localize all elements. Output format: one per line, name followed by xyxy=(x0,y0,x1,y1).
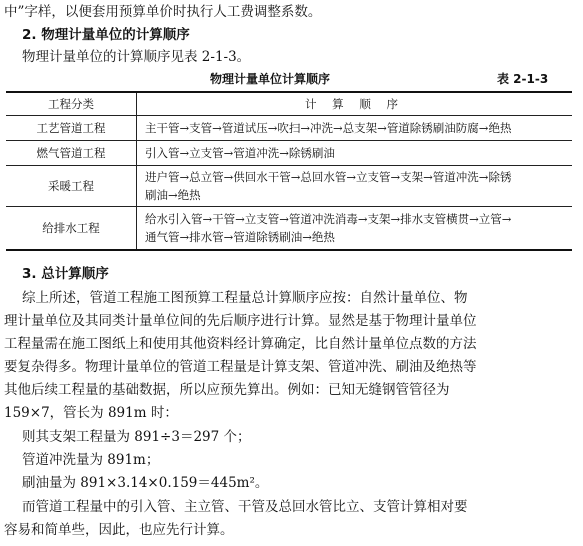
section-2-heading: 2. 物理计量单位的计算顺序 xyxy=(22,27,190,43)
sequence-line: 主干管→支管→管道试压→吹扫→冲洗→总支架→管道除锈刷油防腐→绝热 xyxy=(145,121,512,135)
table-reference-line: 物理计量单位的计算顺序见表 2-1-3。 xyxy=(22,49,251,65)
row-category: 给排水工程 xyxy=(6,207,137,251)
row-sequence xyxy=(137,166,573,207)
header-sequence: 计 算 顺 序 xyxy=(137,92,573,116)
sequence-line: 引入管→立支管→管道冲洗→除锈刷油 xyxy=(145,146,335,160)
sequence-line: 进户管→总立管→供回水干管→总回水管→立支管→支架→管道冲洗→除锈 xyxy=(145,170,512,184)
calc-support: 则其支架工程量为 891÷3＝297 个； xyxy=(22,429,251,445)
body-line: 理计量单位及其同类计量单位间的先后顺序进行计算。显然是基于物理计量单位 xyxy=(4,313,477,329)
table-header-row xyxy=(6,92,572,116)
table-row xyxy=(6,116,572,141)
body-line: 工程量需在施工图纸上和使用其他资料经计算确定，比自然计量单位点数的方法 xyxy=(4,336,477,352)
closing-line: 而管道工程量中的引入管、主立管、干管及总回水管比立、支管计算相对要 xyxy=(22,499,468,515)
table-row xyxy=(6,207,572,251)
row-sequence xyxy=(137,116,573,141)
table-title: 物理计量单位计算顺序 xyxy=(210,72,331,86)
header-category: 工程分类 xyxy=(6,92,137,116)
sequence-line: 刷油→绝热 xyxy=(145,188,201,202)
table-number: 表 2-1-3 xyxy=(497,72,549,86)
body-line: 综上所述，管道工程施工图预算工程量总计算顺序应按：自然计量单位、物 xyxy=(22,290,468,306)
closing-line: 容易和简单些，因此，也应先行计算。 xyxy=(4,522,234,538)
table-row xyxy=(6,141,572,166)
intro-line: 中”字样，以便套用预算单价时执行人工费调整系数。 xyxy=(4,4,322,20)
row-sequence xyxy=(137,207,573,251)
section-3-heading: 3. 总计算顺序 xyxy=(22,266,109,282)
row-category: 工艺管道工程 xyxy=(6,116,137,141)
row-sequence xyxy=(137,141,573,166)
body-line: 其他后续工程量的基础数据，所以应预先算出。例如：已知无缝钢管管径为 xyxy=(4,382,450,398)
sequence-line: 给水引入管→干管→立支管→管道冲洗消毒→支架→排水支管横贯→立管→ xyxy=(145,212,512,226)
calc-painting: 刷油量为 891×3.14×0.159＝445m²。 xyxy=(22,475,269,491)
table-row xyxy=(6,166,572,207)
sequence-line: 通气管→排水管→管道除锈刷油→绝热 xyxy=(145,230,335,244)
calc-flushing: 管道冲洗量为 891m； xyxy=(22,452,160,468)
calculation-order-table xyxy=(6,91,572,251)
body-line: 159×7，管长为 891m 时： xyxy=(4,405,178,421)
row-category: 采暖工程 xyxy=(6,166,137,207)
body-line: 要复杂得多。物理计量单位的管道工程量是计算支架、管道冲洗、刷油及绝热等 xyxy=(4,359,477,375)
row-category: 燃气管道工程 xyxy=(6,141,137,166)
